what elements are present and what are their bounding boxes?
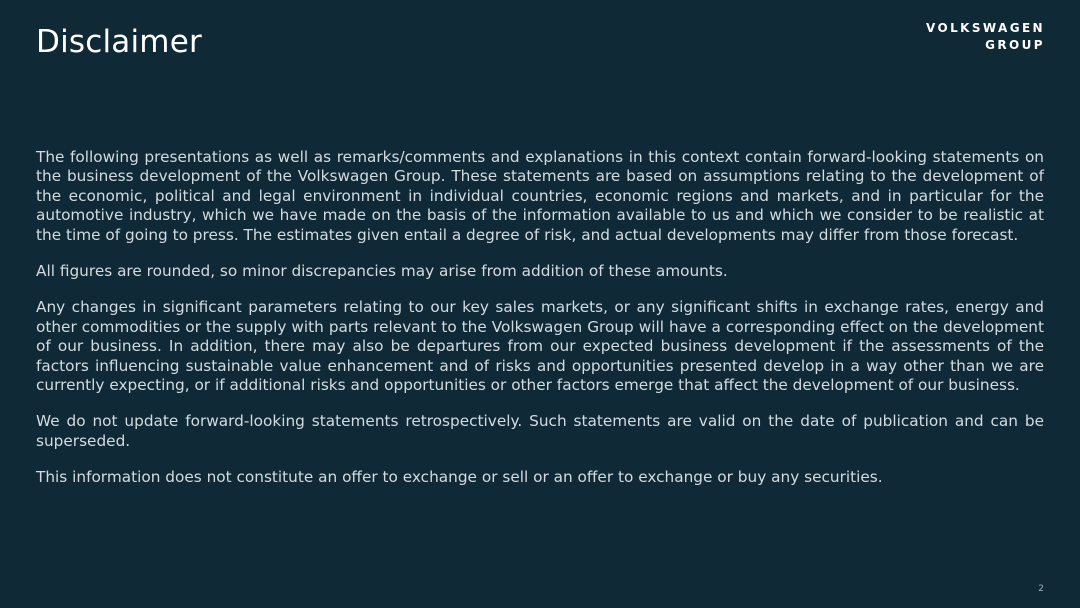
disclaimer-paragraph-5: This information does not constitute an offer to exchange or sell or an offer to exchange or buy any securities. — [36, 468, 883, 487]
brand-line-2: GROUP — [985, 38, 1045, 52]
page-number: 2 — [1038, 584, 1044, 594]
page-title: Disclaimer — [36, 24, 202, 60]
disclaimer-paragraph-1: The following presentations as well as remarks/comments and explanations in this context contain forward-looking statements on the business development of the Volkswagen Group. These statements are based on assumptions relating to the development of the economic, political and legal environment in individual countries, economic regions and markets, and in particular for the automotive industry, which we have made on the basis of the information available to us and which we consider to be realistic at the time of going to press. The estimates given entail a degree of risk, and actual developments may differ from those forecast. — [36, 148, 1044, 244]
volkswagen-group-logo — [926, 20, 1045, 54]
disclaimer-paragraph-3: Any changes in significant parameters relating to our key sales markets, or any significant shifts in exchange rates, energy and other commodities or the supply with parts relevant to the Volkswagen Group will have a corresponding effect on the development of our business. In addition, there may also be departures from our expected business development if the assessments of the factors influencing sustainable value enhancement and of risks and opportunities presented develop in a way other than we are currently expecting, or if additional risks and opportunities or other factors emerge that affect the development of our business. — [36, 298, 1044, 395]
disclaimer-body — [36, 148, 1044, 505]
disclaimer-paragraph-4: We do not update forward-looking statements retrospectively. Such statements are valid on the date of publication and can be superseded. — [36, 412, 1044, 450]
brand-line-1: VOLKSWAGEN — [926, 21, 1045, 35]
disclaimer-paragraph-2: All figures are rounded, so minor discrepancies may arise from addition of these amounts. — [36, 262, 728, 281]
